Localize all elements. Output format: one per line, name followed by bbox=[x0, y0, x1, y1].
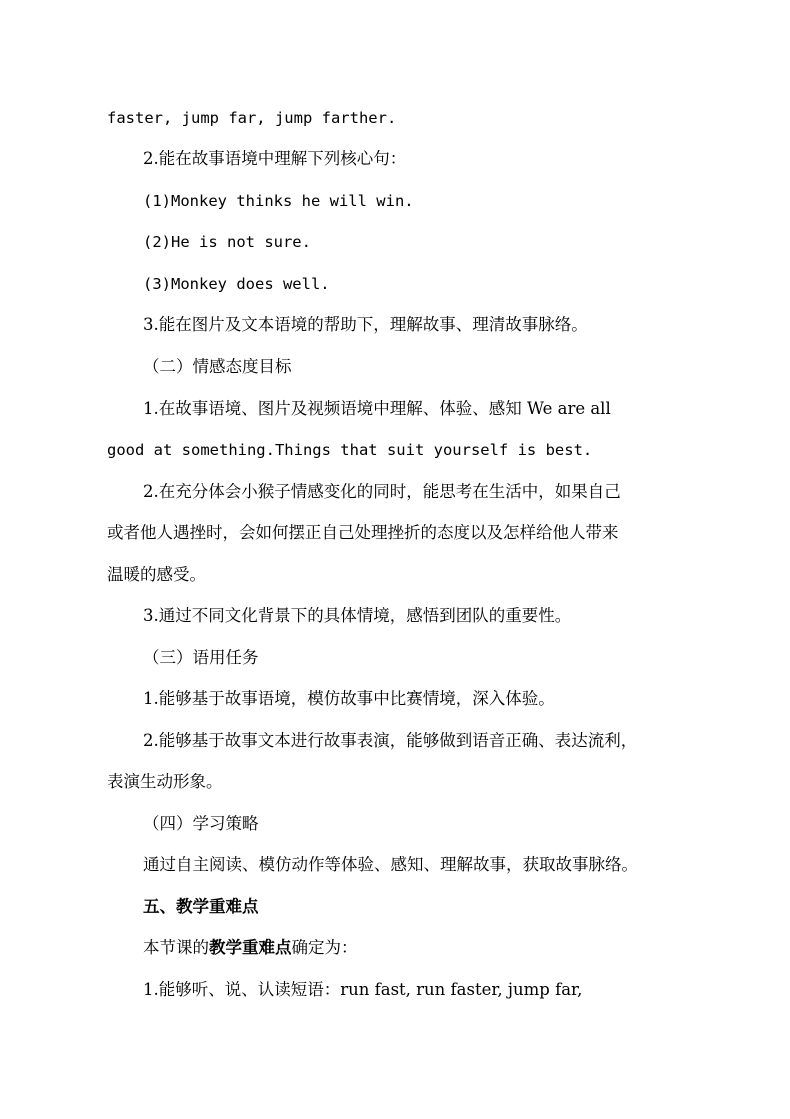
text-line-4: (2)He is not sure. bbox=[143, 233, 311, 251]
text-line-22: 1.能够听、说、认读短语：run fast, run faster, jump far, bbox=[143, 980, 583, 999]
text-line-11: 或者他人遇挫时，会如何摆正自己处理挫折的态度以及怎样给他人带来 bbox=[107, 523, 619, 542]
text-line-5: (3)Monkey does well. bbox=[143, 275, 330, 293]
section-heading-key-points: 五、教学重难点 bbox=[143, 897, 259, 916]
key-points-intro-suffix: 确定为： bbox=[291, 938, 358, 957]
key-points-intro bbox=[143, 938, 743, 958]
text-line-10: 2.在充分体会小猴子情感变化的同时，能思考在生活中，如果自己 bbox=[143, 482, 621, 501]
section-heading-learning-strategies: （四）学习策略 bbox=[143, 814, 259, 833]
text-line-9: good at something.Things that suit yourself is best. bbox=[107, 441, 593, 459]
text-line-16: 2.能够基于故事文本进行故事表演，能够做到语音正确、表达流利， bbox=[143, 731, 638, 750]
text-line-1: faster, jump far, jump farther. bbox=[107, 109, 397, 127]
key-points-intro-prefix: 本节课的 bbox=[143, 938, 209, 957]
text-line-2: 2.能在故事语境中理解下列核心句： bbox=[143, 149, 407, 168]
text-line-3: (1)Monkey thinks he will win. bbox=[143, 192, 414, 210]
section-heading-emotional-goals: （二）情感态度目标 bbox=[143, 357, 292, 376]
text-line-15: 1.能够基于故事语境，模仿故事中比赛情境，深入体验。 bbox=[143, 689, 555, 708]
text-line-17: 表演生动形象。 bbox=[107, 772, 223, 791]
text-line-8: 1.在故事语境、图片及视频语境中理解、体验、感知 We are all bbox=[143, 399, 611, 418]
text-line-19: 通过自主阅读、模仿动作等体验、感知、理解故事，获取故事脉络。 bbox=[143, 855, 638, 874]
text-line-13: 3.通过不同文化背景下的具体情境，感悟到团队的重要性。 bbox=[143, 606, 572, 625]
key-points-intro-emphasis: 教学重难点 bbox=[209, 938, 292, 957]
text-line-6: 3.能在图片及文本语境的帮助下，理解故事、理清故事脉络。 bbox=[143, 315, 588, 334]
text-line-12: 温暖的感受。 bbox=[107, 565, 206, 584]
section-heading-language-tasks: （三）语用任务 bbox=[143, 648, 259, 667]
